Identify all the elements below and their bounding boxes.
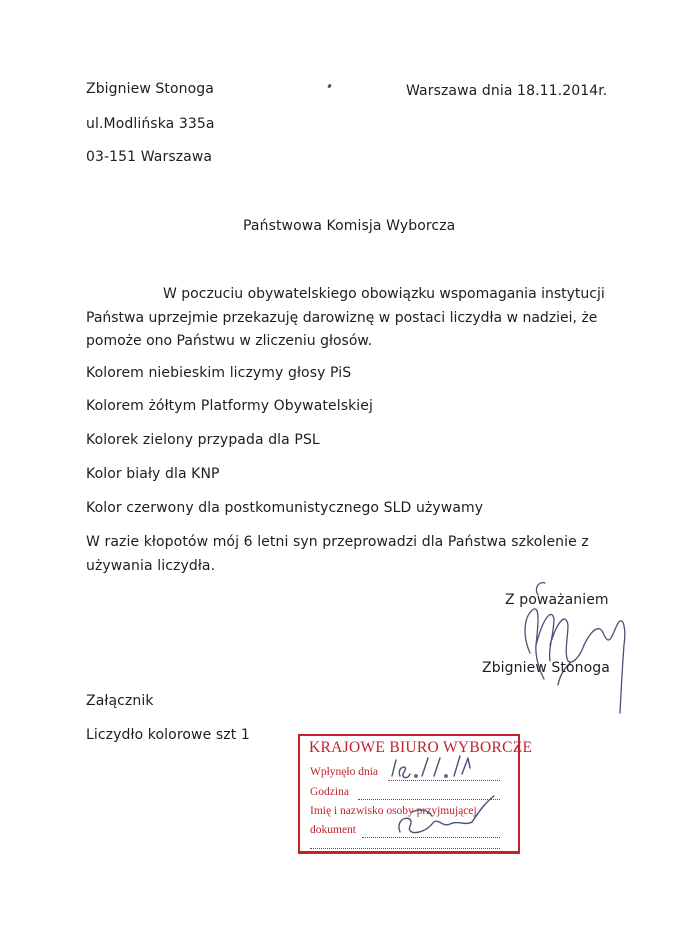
intro-line: W poczuciu obywatelskiego obowiązku wspomagania instytucji [163, 286, 605, 302]
color-line: Kolor czerwony dla postkomunistycznego SLD używamy [86, 500, 484, 516]
color-line: Kolorem niebieskim liczymy głosy PiS [86, 365, 352, 381]
stamp-person-label: Imię i nazwisko osoby przyjmującej [310, 805, 477, 817]
stamp-received-label: Wpłynęło dnia [310, 766, 379, 778]
color-line: Kolorem żółtym Platformy Obywatelskiej [86, 398, 373, 414]
stamp-title: KRAJOWE BIURO WYBORCZE [309, 739, 533, 756]
color-line: Kolor biały dla KNP [86, 466, 220, 482]
closing: Z poważaniem [505, 592, 609, 608]
place-date: Warszawa dnia 18.11.2014r. [406, 83, 608, 99]
recipient: Państwowa Komisja Wyborcza [243, 218, 456, 234]
signature-name: Zbigniew Stonoga [482, 660, 610, 676]
stamp-hour-label: Godzina [310, 786, 349, 798]
handwritten-signature [500, 575, 640, 715]
stamp-document-label: dokument [310, 824, 356, 836]
sender-street: ul.Modlińska 335a [86, 116, 215, 132]
sender-name: Zbigniew Stonoga [86, 81, 214, 97]
training-line: W razie kłopotów mój 6 letni syn przeprowadzi dla Państwa szkolenie z [86, 534, 589, 550]
received-stamp [298, 734, 533, 854]
sender-city: 03-151 Warszawa [86, 149, 213, 165]
color-line: Kolorek zielony przypada dla PSL [86, 432, 320, 448]
attachment-heading: Załącznik [86, 693, 154, 709]
attachment-item: Liczydło kolorowe szt 1 [86, 727, 250, 743]
stamp-handwriting [300, 736, 522, 856]
intro-line: Państwa uprzejmie przekazuję darowiznę w postaci liczydła w nadziei, że [86, 310, 598, 326]
intro-line: pomoże ono Państwu w zliczeniu głosów. [86, 333, 373, 349]
training-line: używania liczydła. [86, 558, 216, 574]
stray-ink-mark [327, 84, 332, 89]
